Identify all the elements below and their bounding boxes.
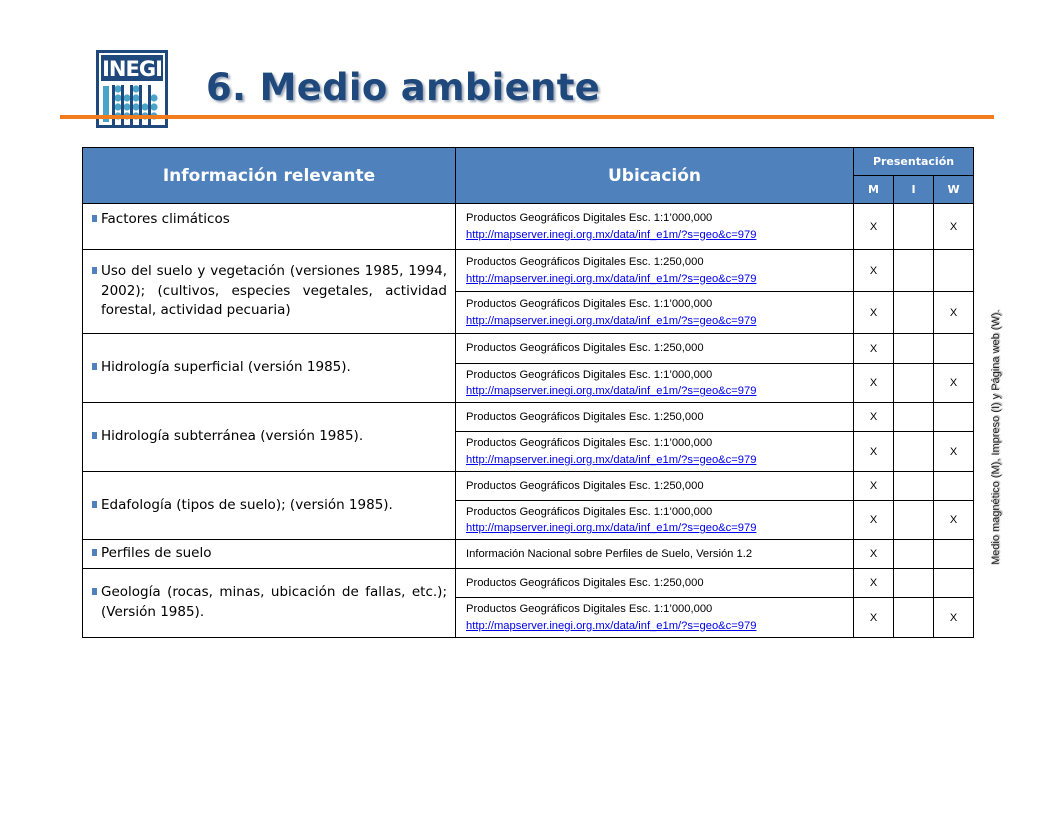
table-row [83, 204, 974, 250]
mark-m: X [854, 403, 894, 432]
mark-m: X [854, 569, 894, 598]
ubicacion-cell: Productos Geográficos Digitales Esc. 1:250,000 [456, 471, 854, 500]
mark-w [934, 540, 974, 569]
mark-w [934, 250, 974, 292]
col-header-presentacion: Presentación [854, 148, 974, 176]
mark-i [894, 598, 934, 637]
ubicacion-cell: Productos Geográficos Digitales Esc. 1:1’000,000 http://mapserver.inegi.org.mx/data/inf_e1m/?s=geo&c=979 [456, 500, 854, 539]
col-header-m: M [854, 176, 894, 204]
ubicacion-cell: Productos Geográficos Digitales Esc. 1:1’000,000 http://mapserver.inegi.org.mx/data/inf_e1m/?s=geo&c=979 [456, 204, 854, 250]
mark-m: X [854, 250, 894, 292]
bullet-icon [92, 588, 97, 595]
ubicacion-cell: Productos Geográficos Digitales Esc. 1:1’000,000 http://mapserver.inegi.org.mx/data/inf_e1m/?s=geo&c=979 [456, 598, 854, 637]
info-cell: Factores climáticos [83, 204, 456, 250]
mark-i [894, 471, 934, 500]
mark-w [934, 403, 974, 432]
geo-link[interactable]: http://mapserver.inegi.org.mx/data/inf_e1m/?s=geo&c=979 [466, 228, 757, 241]
ubicacion-cell: Productos Geográficos Digitales Esc. 1:250,000 [456, 334, 854, 364]
geo-link[interactable]: http://mapserver.inegi.org.mx/data/inf_e1m/?s=geo&c=979 [466, 453, 757, 466]
geo-link[interactable]: http://mapserver.inegi.org.mx/data/inf_e1m/?s=geo&c=979 [466, 522, 757, 535]
mark-i [894, 250, 934, 292]
mark-i [894, 292, 934, 334]
mark-m: X [854, 204, 894, 250]
info-table [82, 147, 974, 638]
mark-w: X [934, 292, 974, 334]
ubicacion-cell: Productos Geográficos Digitales Esc. 1:1’000,000 http://mapserver.inegi.org.mx/data/inf_e1m/?s=geo&c=979 [456, 432, 854, 471]
mark-m: X [854, 432, 894, 471]
bullet-icon [92, 215, 97, 222]
mark-i [894, 500, 934, 539]
mark-i [894, 432, 934, 471]
table-row [83, 403, 974, 432]
mark-i [894, 334, 934, 364]
side-note: Medio magnético (M), Impreso (I) y Página web (W). [990, 309, 1002, 565]
geo-link[interactable]: http://mapserver.inegi.org.mx/data/inf_e1m/?s=geo&c=979 [466, 272, 757, 285]
mark-w [934, 334, 974, 364]
mark-m: X [854, 292, 894, 334]
mark-w: X [934, 364, 974, 403]
col-header-i: I [894, 176, 934, 204]
table-row [83, 250, 974, 292]
bullet-icon [92, 549, 97, 556]
header-divider [60, 115, 994, 119]
info-cell: Uso del suelo y vegetación (versiones 1985, 1994, 2002); (cultivos, especies vegetales, actividad forestal, actividad pecuaria) [83, 250, 456, 334]
info-cell: Geología (rocas, minas, ubicación de fallas, etc.); (Versión 1985). [83, 569, 456, 637]
geo-link[interactable]: http://mapserver.inegi.org.mx/data/inf_e1m/?s=geo&c=979 [466, 314, 757, 327]
mark-w: X [934, 598, 974, 637]
bullet-icon [92, 501, 97, 508]
ubicacion-cell: Productos Geográficos Digitales Esc. 1:250,000 [456, 569, 854, 598]
ubicacion-cell: Productos Geográficos Digitales Esc. 1:1’000,000 http://mapserver.inegi.org.mx/data/inf_e1m/?s=geo&c=979 [456, 292, 854, 334]
mark-m: X [854, 540, 894, 569]
bullet-icon [92, 432, 97, 439]
mark-i [894, 540, 934, 569]
info-cell: Perfiles de suelo [83, 540, 456, 569]
page-title: 6. Medio ambiente [206, 66, 601, 109]
geo-link[interactable]: http://mapserver.inegi.org.mx/data/inf_e1m/?s=geo&c=979 [466, 619, 757, 632]
info-cell: Edafología (tipos de suelo); (versión 1985). [83, 471, 456, 539]
geo-link[interactable]: http://mapserver.inegi.org.mx/data/inf_e1m/?s=geo&c=979 [466, 385, 757, 398]
table-row [83, 540, 974, 569]
col-header-info: Información relevante [83, 148, 456, 204]
mark-m: X [854, 334, 894, 364]
bullet-icon [92, 363, 97, 370]
col-header-w: W [934, 176, 974, 204]
bullet-icon [92, 267, 97, 274]
mark-w [934, 471, 974, 500]
mark-w [934, 569, 974, 598]
ubicacion-cell: Información Nacional sobre Perfiles de Suelo, Versión 1.2 [456, 540, 854, 569]
mark-i [894, 569, 934, 598]
mark-i [894, 403, 934, 432]
mark-w: X [934, 204, 974, 250]
info-cell: Hidrología superficial (versión 1985). [83, 334, 456, 403]
ubicacion-cell: Productos Geográficos Digitales Esc. 1:1’000,000 http://mapserver.inegi.org.mx/data/inf_e1m/?s=geo&c=979 [456, 364, 854, 403]
ubicacion-cell: Productos Geográficos Digitales Esc. 1:250,000 [456, 403, 854, 432]
table-row [83, 569, 974, 598]
svg-text:INEGI: INEGI [102, 57, 162, 81]
mark-m: X [854, 471, 894, 500]
mark-w: X [934, 500, 974, 539]
table-row [83, 471, 974, 500]
info-cell: Hidrología subterránea (versión 1985). [83, 403, 456, 471]
mark-m: X [854, 598, 894, 637]
ubicacion-cell: Productos Geográficos Digitales Esc. 1:250,000 http://mapserver.inegi.org.mx/data/inf_e1m/?s=geo&c=979 [456, 250, 854, 292]
mark-i [894, 204, 934, 250]
mark-i [894, 364, 934, 403]
mark-w: X [934, 432, 974, 471]
table-row [83, 334, 974, 364]
mark-m: X [854, 500, 894, 539]
mark-m: X [854, 364, 894, 403]
col-header-ubicacion: Ubicación [456, 148, 854, 204]
